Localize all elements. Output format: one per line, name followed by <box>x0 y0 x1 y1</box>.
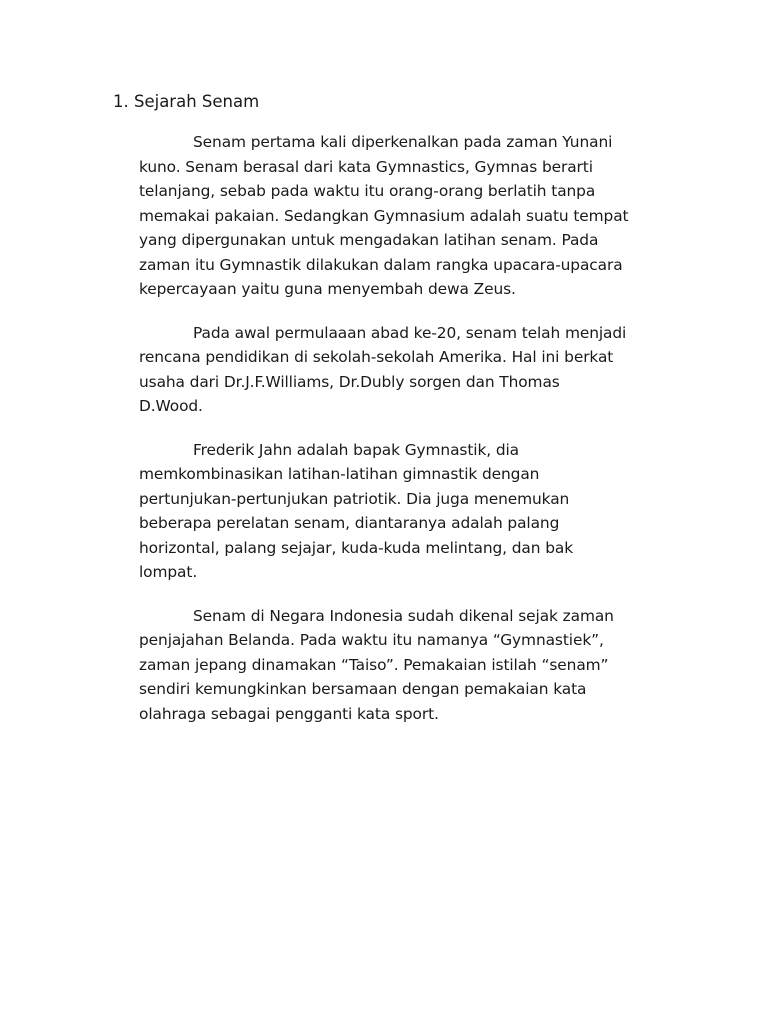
paragraph-1 <box>139 130 679 302</box>
text-line: sendiri kemungkinkan bersamaan dengan pemakaian kata <box>139 680 587 698</box>
paragraph-2 <box>139 321 679 419</box>
text-line: beberapa perelatan senam, diantaranya adalah palang <box>139 514 560 532</box>
text-line: Senam di Negara Indonesia sudah dikenal sejak zaman <box>193 606 614 625</box>
text-line: Pada awal permulaaan abad ke-20, senam telah menjadi <box>193 323 627 342</box>
text-line: penjajahan Belanda. Pada waktu itu namanya “Gymnastiek”, <box>139 631 604 649</box>
text-line: pertunjukan-pertunjukan patriotik. Dia juga menemukan <box>139 489 570 508</box>
text-line: rencana pendidikan di sekolah-sekolah Amerika. Hal ini berkat <box>139 348 614 366</box>
text-line: Frederik Jahn adalah bapak Gymnastik, dia <box>193 440 520 459</box>
text-line: kepercayaan yaitu guna menyembah dewa Zeus. <box>139 280 516 298</box>
text-line: zaman itu Gymnastik dilakukan dalam rangka upacara-upacara <box>139 255 623 274</box>
paragraph-3 <box>139 438 679 585</box>
paragraph-4 <box>139 604 679 727</box>
text-line: memkombinasikan latihan-latihan gimnastik dengan <box>139 465 540 483</box>
text-line: memakai pakaian. Sedangkan Gymnasium adalah suatu tempat <box>139 206 629 225</box>
text-line: Senam pertama kali diperkenalkan pada zaman Yunani <box>193 133 613 151</box>
section-heading: 1. Sejarah Senam <box>113 92 260 111</box>
text-line: D.Wood. <box>139 397 203 415</box>
text-line: usaha dari Dr.J.F.Williams, Dr.Dubly sorgen dan Thomas <box>139 372 560 391</box>
text-line: telanjang, sebab pada waktu itu orang-orang berlatih tanpa <box>139 182 596 200</box>
text-line: kuno. Senam berasal dari kata Gymnastics, Gymnas berarti <box>139 157 593 176</box>
text-line: lompat. <box>139 563 198 581</box>
text-line: horizontal, palang sejajar, kuda-kuda melintang, dan bak <box>139 538 574 557</box>
text-line: yang dipergunakan untuk mengadakan latihan senam. Pada <box>139 231 599 249</box>
text-line: olahraga sebagai pengganti kata sport. <box>139 704 439 723</box>
text-line: zaman jepang dinamakan “Taiso”. Pemakaian istilah “senam” <box>139 655 609 674</box>
document-body <box>139 130 679 745</box>
